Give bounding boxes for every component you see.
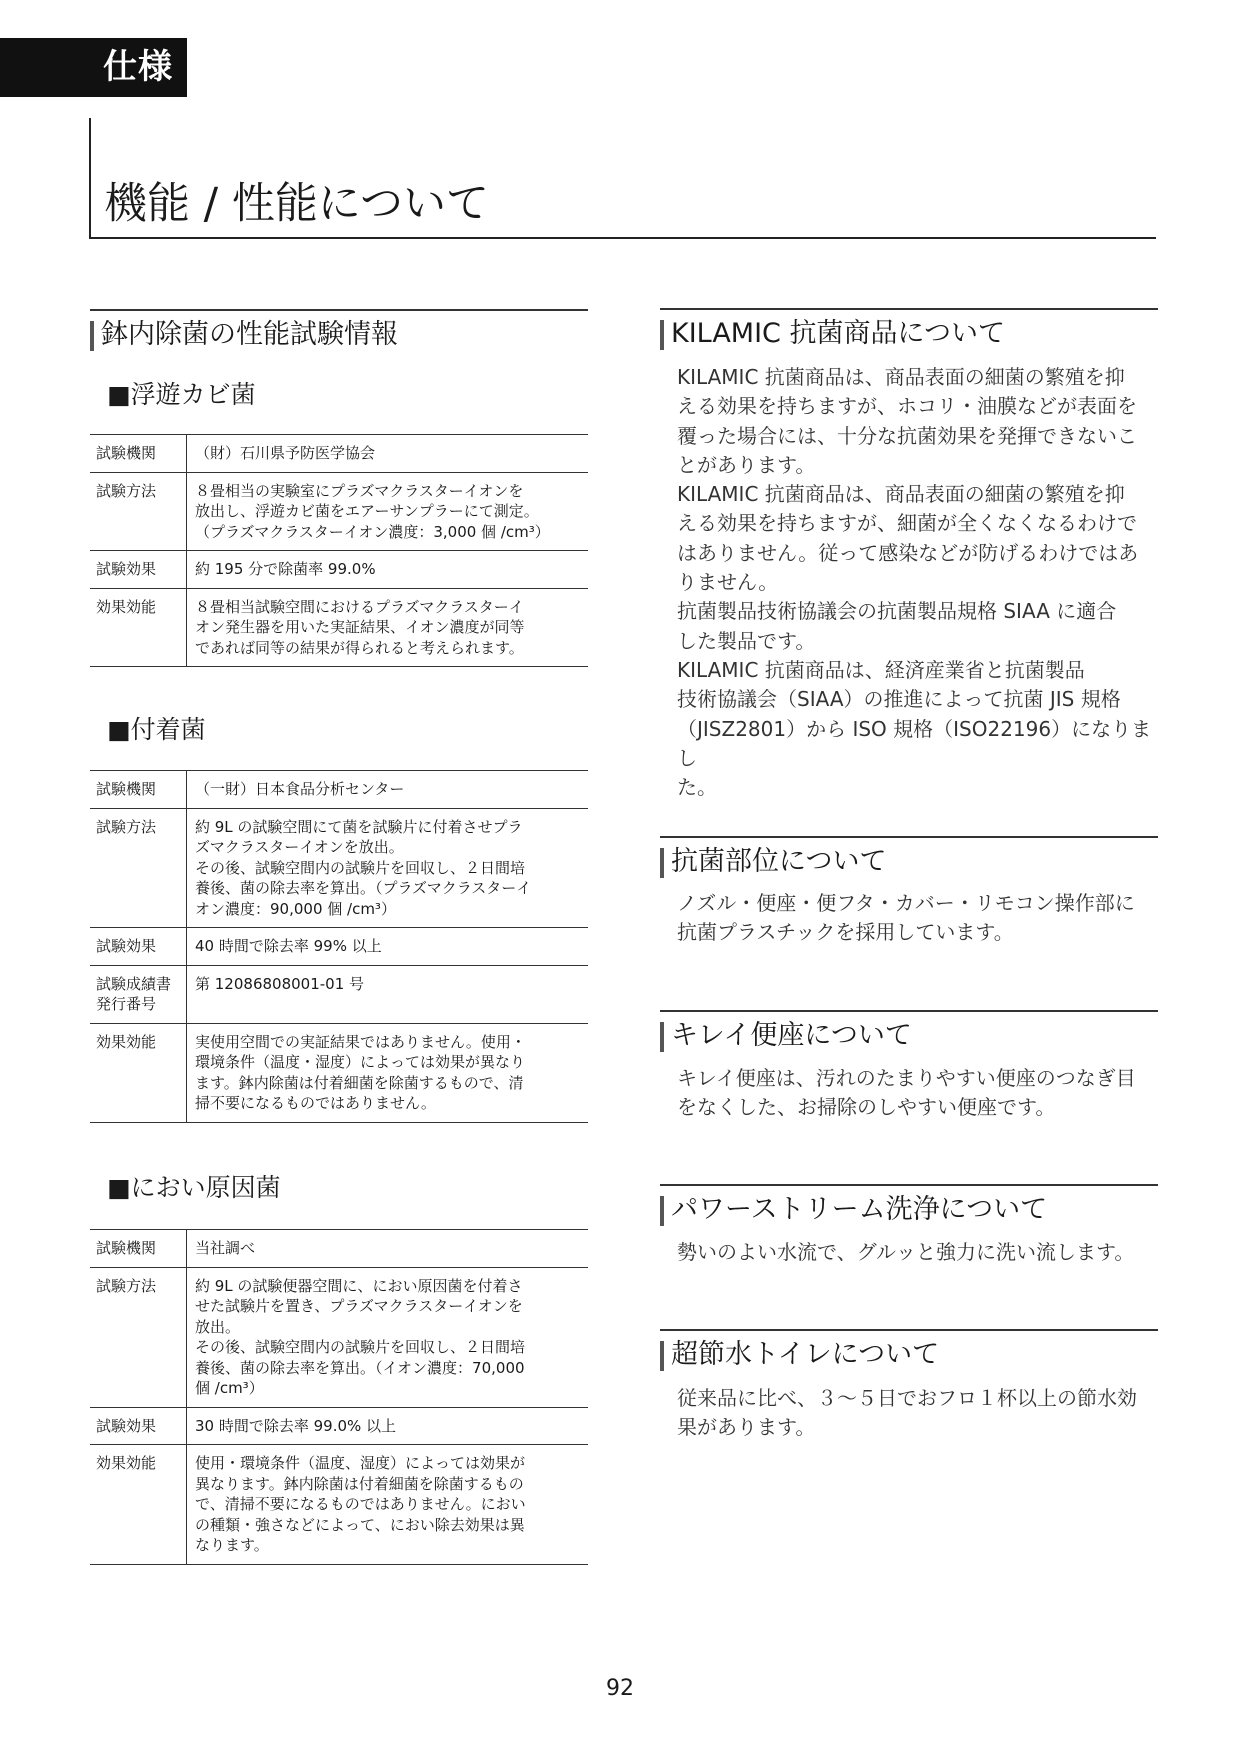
- super-water-saving-section-title: 超節水トイレについて: [660, 1329, 1158, 1370]
- table-row: [90, 771, 588, 809]
- spec-table-adherent-bacteria: [90, 770, 588, 1123]
- row-value: ８畳相当試験空間におけるプラズマクラスターイ オン発生器を用いた実証結果、イオン濃度が同等 であれば同等の結果が得られると考えられます。: [195, 597, 525, 657]
- table-row: [90, 472, 588, 551]
- spec-table-airborne-mold: [90, 434, 588, 667]
- row-key: 試験機関: [90, 771, 187, 809]
- row-key: 試験機関: [90, 435, 187, 473]
- table-row: [90, 1230, 588, 1268]
- table-row: [90, 1023, 588, 1122]
- spec-table-odor-bacteria: [90, 1229, 588, 1565]
- row-key: 試験効果: [90, 551, 187, 589]
- row-key: 試験効果: [90, 928, 187, 966]
- table-row: [90, 1445, 588, 1565]
- group-heading-adherent-bacteria: ■付着菌: [107, 715, 206, 744]
- power-stream-section-body: 勢いのよい水流で、グルッと強力に洗い流します。: [677, 1240, 1135, 1264]
- row-key: 効果効能: [90, 1023, 187, 1122]
- super-water-saving-section-body: 従来品に比べ、３～５日でおフロ１杯以上の節水効 果があります。: [677, 1386, 1137, 1440]
- row-value: 当社調べ: [195, 1239, 256, 1257]
- kilamic-section-title: KILAMIC 抗菌商品について: [660, 308, 1158, 349]
- antibacterial-parts-section-title: 抗菌部位について: [660, 836, 1158, 877]
- row-value: 実使用空間での実証結果ではありません。使用・ 環境条件（温度・湿度）によっては効果が異なり ます。鉢内除菌は付着細菌を除菌するもので、清 掃不要になるものではありません。: [195, 1032, 526, 1112]
- power-stream-section-title: パワーストリーム洗浄について: [660, 1184, 1158, 1225]
- table-row: [90, 965, 588, 1023]
- table-row: [90, 928, 588, 966]
- row-key: 試験方法: [90, 808, 187, 928]
- row-value: 使用・環境条件（温度、湿度）によっては効果が 異なります。鉢内除菌は付着細菌を除菌するもの で、清掃不要になるものではありません。におい の種類・強さなどによって、におい除去効果は異 なります。: [195, 1454, 526, 1554]
- section-tab: 仕様: [0, 38, 187, 97]
- left-section-title: 鉢内除菌の性能試験情報: [90, 309, 588, 350]
- row-value: （財）石川県予防医学協会: [195, 444, 376, 462]
- row-key: 効果効能: [90, 1445, 187, 1565]
- row-value: 約 195 分で除菌率 99.0%: [195, 560, 376, 578]
- row-key: 試験機関: [90, 1230, 187, 1268]
- row-value: ８畳相当の実験室にプラズマクラスターイオンを 放出し、浮遊カビ菌をエアーサンプラーにて測定。 （プラズマクラスターイオン濃度：3,000 個 /cm³）: [195, 481, 550, 541]
- clean-seat-section-title: キレイ便座について: [660, 1010, 1158, 1051]
- page-title: 機能 / 性能について: [104, 179, 489, 229]
- antibacterial-parts-section-body: ノズル・便座・便フタ・カバー・リモコン操作部に 抗菌プラスチックを採用しています。: [677, 891, 1135, 945]
- table-row: [90, 588, 588, 667]
- row-key: 試験方法: [90, 1267, 187, 1407]
- table-row: [90, 1407, 588, 1445]
- table-row: [90, 808, 588, 928]
- group-heading-odor-bacteria: ■におい原因菌: [107, 1173, 281, 1202]
- table-row: [90, 551, 588, 589]
- row-key: 試験成績書 発行番号: [90, 965, 187, 1023]
- row-key: 試験方法: [90, 472, 187, 551]
- row-value: 約 9L の試験空間にて菌を試験片に付着させプラ ズマクラスターイオンを放出。 その後、試験空間内の試験片を回収し、２日間培 養後、菌の除去率を算出。（プラズマクラスターイ オン濃度：90,000 個 /cm³）: [195, 817, 532, 918]
- row-value: 約 9L の試験便器空間に、におい原因菌を付着さ せた試験片を置き、プラズマクラスターイオンを 放出。 その後、試験空間内の試験片を回収し、２日間培 養後、菌の除去率を算出。（イオン濃度：70,000 個 /cm³）: [195, 1276, 526, 1397]
- table-row: [90, 1267, 588, 1407]
- page-number: 92: [606, 1676, 634, 1701]
- table-row: [90, 435, 588, 473]
- row-value: 40 時間で除去率 99% 以上: [195, 937, 382, 955]
- kilamic-section-body: KILAMIC 抗菌商品は、商品表面の細菌の繁殖を抑 える効果を持ちますが、ホコリ・油膜などが表面を 覆った場合には、十分な抗菌効果を発揮できないこ とがあります。 KILAMIC 抗菌商品は、商品表面の細菌の繁殖を抑 える効果を持ちますが、細菌が全くなくなるわけで はありません。従って感染などが防げるわけではあ りません。 抗菌製品技術協議会の抗菌製品規格 SIAA に適合 した製品です。 KILAMIC 抗菌商品は、経済産業省と抗菌製品 技術協議会（SIAA）の推進によって抗菌 JIS 規格 （JISZ2801）から ISO 規格（ISO22196）になりまし た。: [677, 365, 1152, 800]
- row-value: 30 時間で除去率 99.0% 以上: [195, 1416, 397, 1435]
- row-key: 試験効果: [90, 1407, 187, 1445]
- row-key: 効果効能: [90, 588, 187, 667]
- row-value: 第 12086808001-01 号: [195, 974, 365, 993]
- group-heading-airborne-mold: ■浮遊カビ菌: [107, 380, 256, 409]
- row-value: （一財）日本食品分析センター: [195, 780, 405, 798]
- clean-seat-section-body: キレイ便座は、汚れのたまりやすい便座のつなぎ目 をなくした、お掃除のしやすい便座です。: [677, 1066, 1136, 1120]
